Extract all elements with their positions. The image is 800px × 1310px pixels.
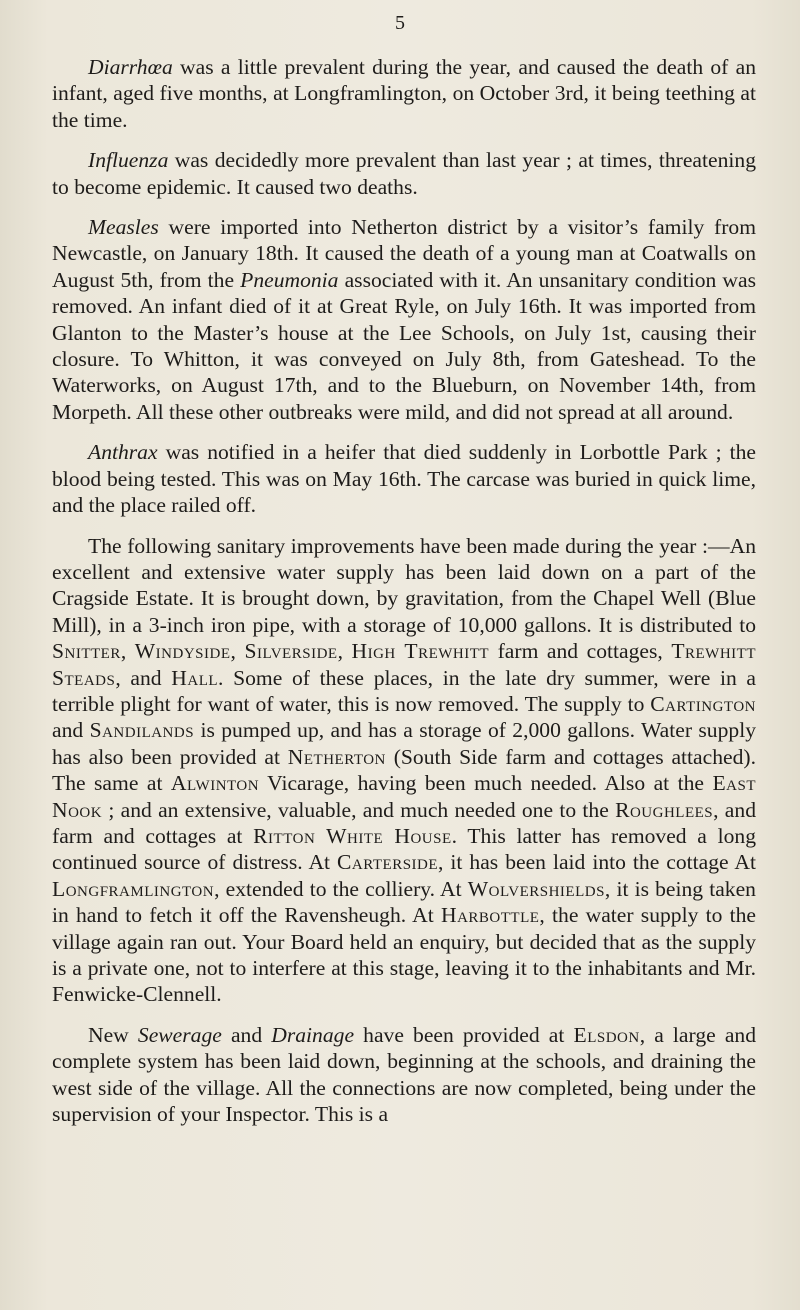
paragraph-text: . Some of these places, in the late dry summer, were in a terrible plight for want of water, this is now removed. The supply to [52,665,757,716]
paragraph-text: associated with it. An unsanitary condition was removed. An infant died of it at Great Ryle, on July 16th. It was imported from Glanton to the Master’s house at the Lee Schools, on July 1st, causing their closure. To Whitton, it was conveyed on July 8th, from Gateshead. To the Waterworks, on August 17th, and to the Blueburn, on November 14th, from Morpeth. All these other outbreaks were mild, and did not spread at all around. [52,267,756,424]
paragraph-text: was a little prevalent during the year, and caused the death of an infant, aged five months, at Longframlington, on October 3rd, it being teething at the time. [52,55,756,132]
place-windyside: Windyside [134,639,231,664]
paragraph-text: , [120,639,135,664]
place-hall: Hall [171,665,219,690]
paragraph-text: , it has been laid into the cottage At [438,850,757,875]
place-sandilands: Sandilands [89,718,195,743]
place-wolvershields: Wolvershields [467,876,605,901]
paragraph-text: and [221,1022,272,1047]
paragraph-text: New [88,1022,138,1047]
paragraph-text: were imported into Netherton district by a visitor’s family from Newcastle, on January 18th. It caused the death of a young man at Coatwalls on August 5th, from the [52,215,756,292]
paragraph-text: , extended to the colliery. At [214,876,468,901]
paragraph-anthrax [52,439,756,518]
paragraph-text: . This latter has removed a long continued source of distress. At [52,823,756,875]
paragraph-text: , [230,639,245,664]
term-diarrhoea: Diarrhœa [88,55,173,79]
term-sewerage: Sewerage [137,1022,222,1047]
place-roughlees: Roughlees [615,797,714,822]
place-cartington: Cartington [650,691,756,716]
paragraph-text: , the water supply to the village again ran out. Your Board held an enquiry, but decided that as the supply is a private one, not to interfere at this stage, leaving it to the inhabitants and Mr. Fenwicke-Clennell. [52,903,756,1007]
term-pneumonia: Pneumonia [240,267,339,292]
paragraph-sewerage [52,1022,756,1128]
paragraph-text: , and [115,665,172,690]
paragraph-text: have been provided at [354,1022,574,1047]
paragraph-text: (South Side farm and cottages attached). The same at [52,744,756,796]
paragraph-text: The following sanitary improvements have been made during the year :—An excellent and extensive water supply has been laid down on a part of the Cragside Estate. It is brought down, by gravitation, from the Chapel Well (Blue Mill), in a 3-inch iron pipe, with a storage of 10,000 gallons. It is distributed to [52,533,756,637]
place-snitter: Snitter [52,639,121,664]
paragraph-text: , a large and complete system has been laid down, beginning at the schools, and draining the west side of the village. All the connections are now completed, being under the supervision of your Inspector. This is a [52,1022,756,1127]
paragraph-influenza [52,147,756,200]
place-silverside: Silverside [244,639,338,664]
place-elsdon: Elsdon [573,1022,640,1047]
paragraph-text: , it is being taken in hand to fetch it off the Ravensheugh. At [52,876,756,928]
paragraph-sanitary-improvements [52,533,756,1008]
paragraph-text: , [337,639,352,664]
paragraph-measles [52,214,756,425]
paragraph-text: , and farm and cottages at [52,797,756,848]
paragraph-text: is pumped up, and has a storage of 2,000 gallons. Water supply has also been provided at [52,718,756,769]
place-alwinton: Alwinton [170,771,260,796]
paragraph-diarrhoea [52,54,756,133]
term-drainage: Drainage [271,1022,355,1047]
paragraph-text: and [52,718,90,743]
paragraph-text: farm and cottages, [489,639,672,664]
paragraph-text: ; and an extensive, valuable, and much needed one to the [102,797,616,822]
paragraph-text: was notified in a heifer that died suddenly in Lorbottle Park ; the blood being tested. This was on May 16th. The carcase was buried in quick lime, and the place railed off. [52,440,756,518]
place-longframlington: Longframlington [52,876,215,901]
term-measles: Measles [88,215,159,240]
place-east-nook: East Nook [52,771,756,822]
place-netherton: Netherton [287,744,386,769]
place-carterside: Carterside [337,850,439,875]
term-anthrax: Anthrax [88,440,158,465]
place-harbottle: Harbottle [440,903,540,928]
paragraph-text: was decidedly more prevalent than last year ; at times, threatening to become epidemic. It caused two deaths. [52,148,756,199]
place-ritton-white-house: Ritton White House [253,823,452,848]
page-number: 5 [395,12,405,34]
place-high-trewhitt: High Trewhitt [351,639,490,664]
paragraph-text: Vicarage, having been much needed. Also at the [259,771,713,796]
place-trewhitt-steads: Trewhitt Steads [52,639,756,690]
term-influenza: Influenza [88,148,169,173]
